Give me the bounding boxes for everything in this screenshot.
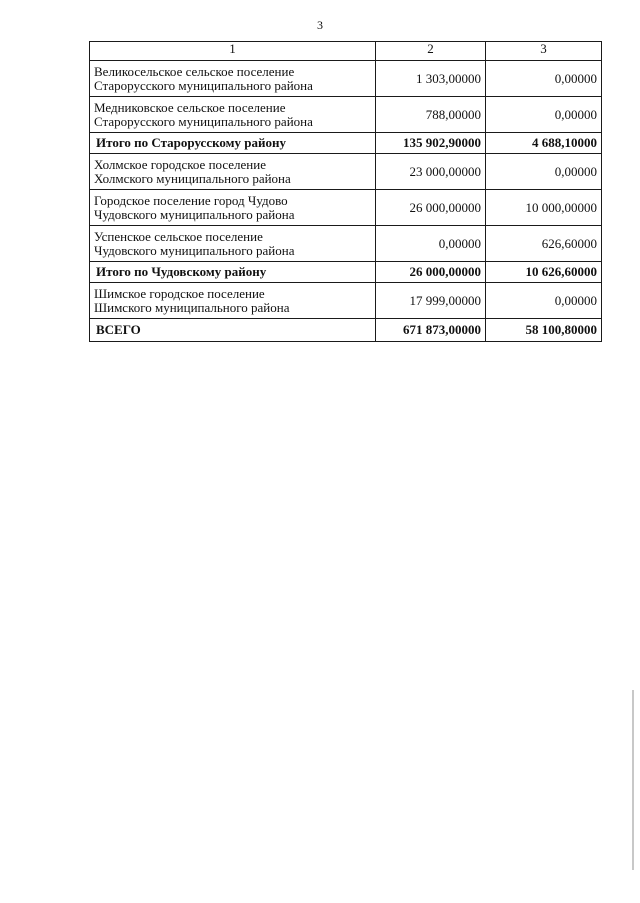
budget-table: [89, 41, 602, 342]
column-header-1: 1: [90, 42, 376, 61]
column-3-value: 0,00000: [486, 154, 602, 190]
settlement-name-line: Городское поселение город Чудово: [94, 192, 288, 208]
settlement-name-cell: [90, 283, 376, 319]
column-2-value: 17 999,00000: [376, 283, 486, 319]
column-3-value: 10 000,00000: [486, 190, 602, 226]
table-body: [90, 42, 602, 342]
settlement-name-cell: [90, 226, 376, 262]
subtotal-row: [90, 262, 602, 283]
settlement-name-line: Чудовского муниципального района: [94, 206, 295, 222]
table-row: [90, 97, 602, 133]
column-2-value: 1 303,00000: [376, 61, 486, 97]
settlement-name-cell: [90, 61, 376, 97]
table-header-row: [90, 42, 602, 61]
settlement-name-line: Чудовского муниципального района: [94, 242, 295, 258]
settlement-name-line: Шимского муниципального района: [94, 299, 290, 315]
column-2-value: 788,00000: [376, 97, 486, 133]
settlement-name-line: Итого по Чудовскому району: [96, 264, 267, 279]
settlement-name-line: Холмского муниципального района: [94, 170, 291, 186]
column-2-value: 671 873,00000: [376, 319, 486, 342]
column-3-value: 626,60000: [486, 226, 602, 262]
table-row: [90, 61, 602, 97]
settlement-name-line: ВСЕГО: [96, 322, 141, 337]
settlement-name-line: Медниковское сельское поселение: [94, 99, 286, 115]
column-3-value: 4 688,10000: [486, 133, 602, 154]
settlement-name-line: Великосельское сельское поселение: [94, 63, 295, 79]
column-3-value: 0,00000: [486, 61, 602, 97]
subtotal-row: [90, 133, 602, 154]
settlement-name-line: Успенское сельское поселение: [94, 228, 263, 244]
table-row: [90, 154, 602, 190]
column-2-value: 23 000,00000: [376, 154, 486, 190]
column-2-value: 26 000,00000: [376, 262, 486, 283]
table-row: [90, 283, 602, 319]
page-number: 3: [317, 18, 323, 32]
column-3-value: 0,00000: [486, 283, 602, 319]
settlement-name-cell: [90, 190, 376, 226]
settlement-name-cell: [90, 97, 376, 133]
column-header-2: 2: [376, 42, 486, 61]
settlement-name-cell: [90, 262, 376, 283]
settlement-name-line: Итого по Старорусскому району: [96, 135, 286, 150]
column-3-value: 10 626,60000: [486, 262, 602, 283]
column-2-value: 26 000,00000: [376, 190, 486, 226]
table-row: [90, 190, 602, 226]
settlement-name-cell: [90, 319, 376, 342]
settlement-name-cell: [90, 154, 376, 190]
settlement-name-line: Старорусского муниципального района: [94, 113, 313, 129]
table-row: [90, 226, 602, 262]
settlement-name-cell: [90, 133, 376, 154]
grand-total-row: [90, 319, 602, 342]
column-3-value: 0,00000: [486, 97, 602, 133]
column-2-value: 135 902,90000: [376, 133, 486, 154]
settlement-name-line: Холмское городское поселение: [94, 156, 266, 172]
column-2-value: 0,00000: [376, 226, 486, 262]
settlement-name-line: Шимское городское поселение: [94, 285, 265, 301]
settlement-name-line: Старорусского муниципального района: [94, 77, 313, 93]
column-header-3: 3: [486, 42, 602, 61]
scan-edge-mark: [632, 690, 634, 870]
column-3-value: 58 100,80000: [486, 319, 602, 342]
